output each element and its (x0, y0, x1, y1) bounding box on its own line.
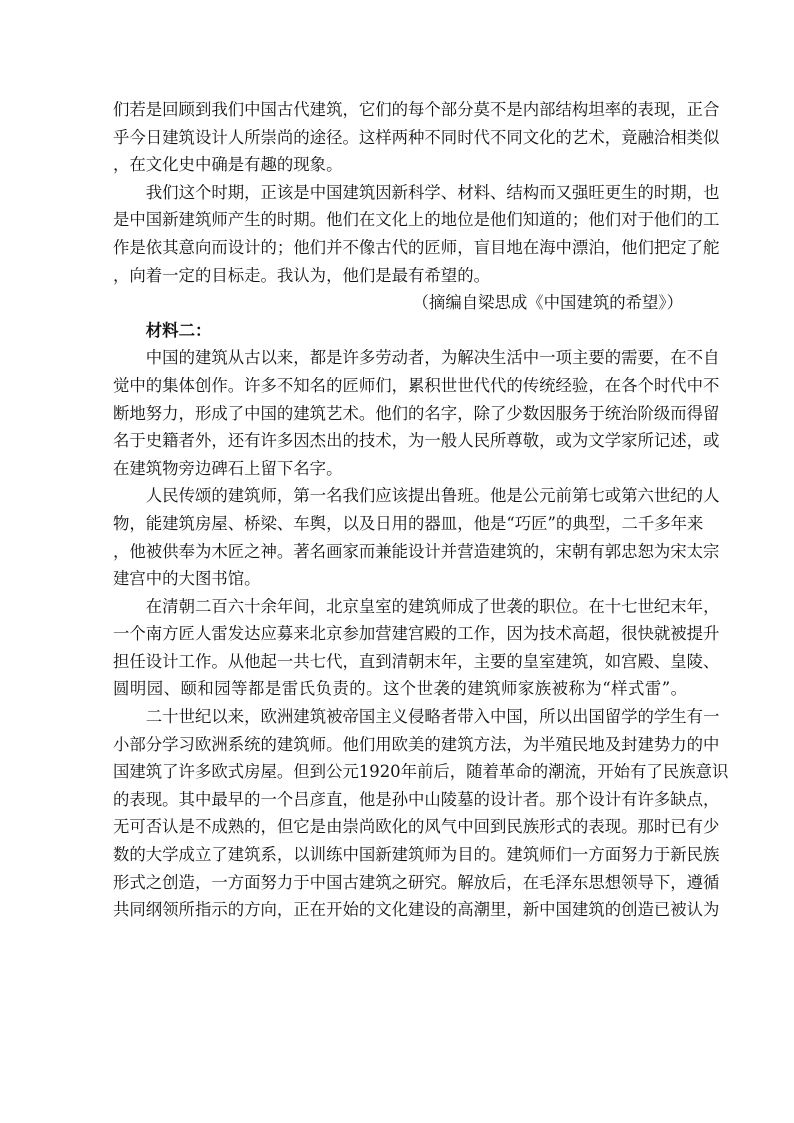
paragraph (113, 593, 720, 703)
paragraph (113, 482, 720, 592)
source-citation: （摘编自梁思成《中国建筑的希望》） (412, 293, 683, 313)
text-line: ，他被供奉为木匠之神。著名画家而兼能设计并营造建筑的，宋朝有郭忠恕为宋太宗 (113, 541, 720, 561)
text-line: 作是依其意向而设计的；他们并不像古代的匠师，盲目地在海中漂泊，他们把定了舵 (113, 237, 720, 257)
text-line: 圆明园、颐和园等都是雷氏负责的。这个世袭的建筑师家族被称为“样式雷”。 (113, 679, 687, 699)
text-line: 国建筑了许多欧式房屋。但到公元1920年前后，随着革命的潮流，开始有了民族意识 (113, 762, 729, 782)
text-line: 无可否认是不成熟的，但它是由崇尚欧化的风气中回到民族形式的表现。那时已有少 (113, 817, 720, 837)
paragraph (113, 703, 729, 924)
text-line: 中国的建筑从古以来，都是许多劳动者，为解决生活中一项主要的需要，在不自 (145, 348, 720, 368)
text-line: 乎今日建筑设计人所崇尚的途径。这样两种不同时代不同文化的艺术，竟融洽相类似 (113, 127, 720, 147)
text-line: 们若是回顾到我们中国古代建筑，它们的每个部分莫不是内部结构坦率的表现，正合 (113, 100, 720, 119)
text-line: 觉中的集体创作。许多不知名的匠师们，累积世世代代的传统经验，在各个时代中不 (113, 375, 720, 395)
text-line: 名于史籍者外，还有许多因杰出的技术，为一般人民所尊敬，或为文学家所记述，或 (113, 431, 720, 451)
text-line: 的表现。其中最早的一个吕彦直，他是孙中山陵墓的设计者。那个设计有许多缺点， (113, 789, 720, 809)
paragraph (113, 96, 720, 179)
text-line: 在清朝二百六十余年间，北京皇室的建筑师成了世袭的职位。在十七世纪末年， (145, 596, 720, 616)
text-line: 共同纲领所指示的方向，正在开始的文化建设的高潮里，新中国建筑的创造已被认为 (113, 900, 720, 920)
text-line: 担任设计工作。从他起一共七代，直到清朝末年，主要的皇室建筑，如宫殿、皇陵、 (113, 651, 720, 671)
text-line: 一个南方匠人雷发达应募来北京参加营建宫殿的工作，因为技术高超，很快就被提升 (113, 624, 720, 644)
text-line: 是中国新建筑师产生的时期。他们在文化上的地位是他们知道的；他们对于他们的工 (113, 210, 720, 230)
text-line: 我们这个时期，正该是中国建筑因新科学、材料、结构而又强旺更生的时期，也 (145, 182, 720, 202)
section-heading: 材料二： (145, 320, 212, 340)
text-line: 数的大学成立了建筑系，以训练中国新建筑师为目的。建筑师们一方面努力于新民族 (113, 845, 720, 865)
text-line: 人民传颂的建筑师，第一名我们应该提出鲁班。他是公元前第七或第六世纪的人 (145, 486, 720, 506)
text-line: ，在文化史中确是有趣的现象。 (113, 155, 343, 175)
text-line: 形式之创造，一方面努力于中国古建筑之研究。解放后，在毛泽东思想领导下，遵循 (113, 872, 720, 892)
text-line: 物，能建筑房屋、桥梁、车舆，以及日用的器皿，他是“巧匠”的典型，二千多年来 (113, 513, 704, 533)
paragraph (113, 179, 720, 289)
text-line: ，向着一定的目标走。我认为，他们是最有希望的。 (113, 265, 490, 285)
text-line: 二十世纪以来，欧洲建筑被帝国主义侵略者带入中国，所以出国留学的学生有一 (145, 707, 720, 727)
text-line: 断地努力，形成了中国的建筑艺术。他们的名字，除了少数因服务于统治阶级而得留 (113, 403, 720, 423)
text-line: 建宫中的大图书馆。 (113, 569, 261, 589)
text-line: 在建筑物旁边碑石上留下名字。 (113, 458, 343, 478)
paragraph (113, 344, 720, 482)
text-line: 小部分学习欧洲系统的建筑师。他们用欧美的建筑方法，为半殖民地及封建势力的中 (113, 734, 720, 754)
document-body (113, 96, 729, 924)
